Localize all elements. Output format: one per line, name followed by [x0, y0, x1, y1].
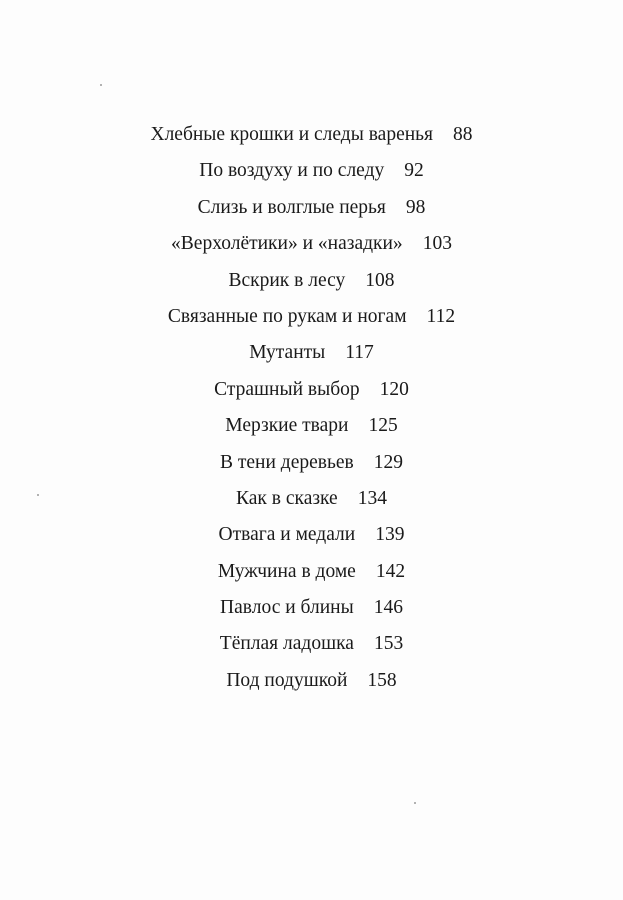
- toc-entry-title: Вскрик в лесу: [228, 269, 346, 291]
- scan-speck: [100, 84, 102, 86]
- scan-speck: [414, 802, 416, 804]
- toc-entry: [0, 408, 623, 444]
- toc-entry-page: 153: [373, 633, 404, 655]
- toc-entry: [0, 372, 623, 408]
- toc-entry-page: 98: [405, 196, 426, 218]
- toc-entry-title: По воздуху и по следу: [199, 160, 385, 182]
- toc-entry-page: 139: [375, 524, 405, 546]
- toc-entry-page: 158: [367, 669, 397, 691]
- toc-entry: [0, 263, 623, 299]
- toc-entry: [0, 153, 623, 189]
- toc-entry-title: Как в сказке: [236, 487, 338, 509]
- toc-entry: [0, 190, 623, 226]
- toc-entry-page: 108: [365, 269, 395, 291]
- toc-entry: [0, 299, 623, 335]
- toc-entry: [0, 335, 623, 371]
- toc-entry-page: 117: [345, 342, 374, 364]
- toc-entry: [0, 554, 623, 590]
- toc-entry-title: Страшный выбор: [214, 378, 360, 400]
- toc-entry: [0, 226, 623, 262]
- toc-entry: [0, 481, 623, 517]
- toc-entry-title: Отвага и медали: [218, 524, 356, 546]
- table-of-contents: [0, 117, 623, 699]
- toc-entry: [0, 663, 623, 699]
- toc-entry-page: 142: [375, 560, 406, 582]
- toc-entry-page: 146: [373, 597, 403, 619]
- toc-entry-page: 134: [357, 487, 387, 509]
- toc-entry-title: В тени деревьев: [220, 451, 354, 473]
- toc-entry-page: 120: [379, 378, 409, 400]
- toc-entry: [0, 590, 623, 626]
- toc-entry-page: 103: [422, 233, 452, 255]
- toc-entry-page: 88: [453, 124, 473, 145]
- toc-entry: [0, 626, 623, 662]
- toc-entry: [0, 445, 623, 481]
- toc-entry-title: Слизь и волглые перья: [197, 196, 386, 218]
- toc-entry-page: 112: [426, 305, 456, 327]
- toc-entry-title: «Верхолётики» и «назадки»: [171, 233, 403, 255]
- toc-entry-page: 125: [368, 415, 398, 437]
- toc-entry-title: Мужчина в доме: [217, 560, 356, 582]
- toc-entry-title: Хлебные крошки и следы варенья: [150, 124, 434, 145]
- toc-entry-title: Тёплая ладошка: [219, 633, 354, 655]
- toc-entry-title: Связанные по рукам и ногам: [167, 305, 407, 327]
- toc-entry-page: 129: [373, 451, 403, 473]
- toc-entry-title: Под подушкой: [226, 669, 348, 691]
- toc-entry: [0, 517, 623, 553]
- toc-entry-page: 92: [404, 160, 424, 182]
- toc-entry-title: Павлос и блины: [220, 597, 354, 619]
- toc-entry: [0, 117, 623, 153]
- toc-entry-title: Мутанты: [249, 342, 326, 364]
- toc-entry-title: Мерзкие твари: [225, 415, 349, 437]
